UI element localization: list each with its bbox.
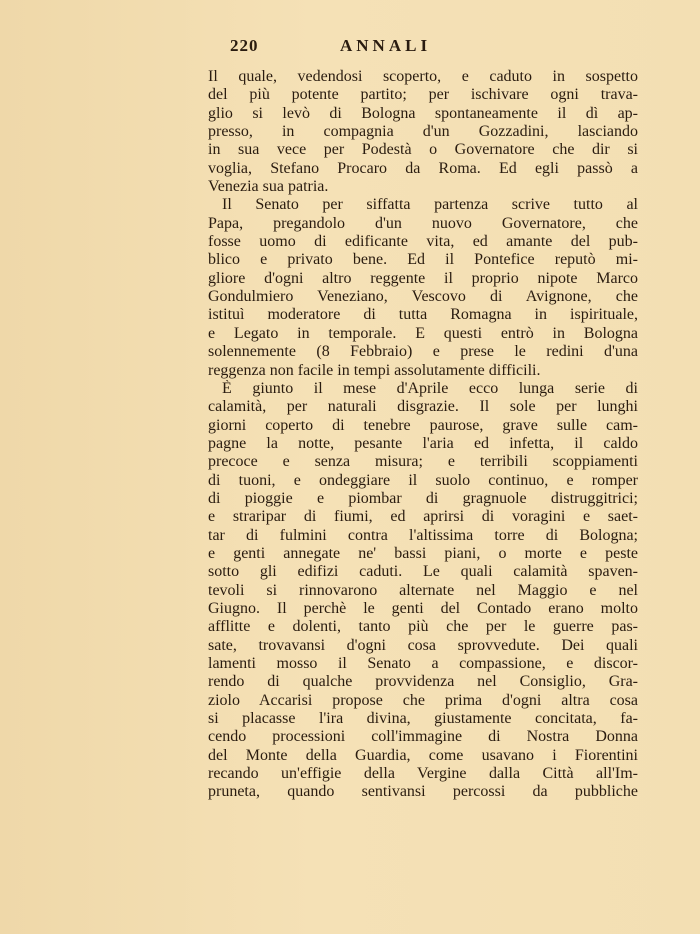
text-line: calamità, per naturali disgrazie. Il sole per lunghi — [208, 398, 638, 416]
text-line: e genti annegate ne' bassi piani, o morte e peste — [208, 544, 638, 562]
text-line: giorni coperto di tenebre paurose, grave sulle cam- — [208, 416, 638, 434]
text-line: tar di fulmini contra l'altissima torre di Bologna; — [208, 526, 638, 544]
text-line: pruneta, quando sentivansi percossi da pubbliche — [208, 783, 638, 801]
text-line: sotto gli edifizi caduti. Le quali calamità spaven- — [208, 563, 638, 581]
text-line: del più potente partito; per ischivare ogni trava- — [208, 86, 638, 104]
text-line: presso, in compagnia d'un Gozzadini, lasciando — [208, 123, 638, 141]
text-line: recando un'effigie della Vergine dalla Città all'Im- — [208, 765, 638, 783]
text-line: reggenza non facile in tempi assolutamente difficili. — [208, 361, 541, 379]
text-line: di tuoni, e ondeggiare il suolo continuo, e romper — [208, 471, 638, 489]
text-line: gliore d'ogni altro reggente il proprio nipote Marco — [208, 269, 638, 287]
text-line: solennemente (8 Febbraio) e prese le redini d'una — [208, 343, 638, 361]
text-line: cendo processioni coll'immagine di Nostra Donna — [208, 728, 638, 746]
text-line: lamenti mosso il Senato a compassione, e discor- — [208, 655, 638, 672]
text-line: di pioggie e piombar di gragnuole distruggitrici; — [208, 489, 638, 507]
text-line: afflitte e dolenti, tanto più che per le guerre pas- — [208, 618, 638, 636]
page-header — [208, 36, 648, 58]
text-line: tevoli si rinnovarono alternate nel Maggio e nel — [208, 581, 638, 599]
text-line: Giugno. Il perchè le genti del Contado erano molto — [208, 599, 638, 617]
text-line: voglia, Stefano Procaro da Roma. Ed egli passò a — [208, 159, 638, 177]
page-number: 220 — [230, 36, 259, 55]
paragraph-start-line: È giunto il mese d'Aprile ecco lunga serie di — [222, 379, 638, 397]
text-line: glio si levò di Bologna spontaneamente il dì ap- — [208, 104, 638, 122]
text-line: istituì moderatore di tutta Romagna in ispirituale, — [208, 306, 638, 324]
text-line: Il quale, vedendosi scoperto, e caduto in sospetto — [208, 68, 638, 85]
text-line: ziolo Accarisi propose che prima d'ogni altra cosa — [208, 691, 638, 709]
text-line: Gondulmiero Veneziano, Vescovo di Avignone, che — [208, 288, 638, 306]
text-line: Papa, pregandolo d'un nuovo Governatore, che — [208, 214, 638, 232]
text-line: del Monte della Guardia, come usavano i Fiorentini — [208, 746, 638, 764]
body-text — [208, 68, 638, 802]
text-line: sate, trovavansi d'ogni cosa sprovvedute. Dei quali — [208, 636, 638, 654]
text-line: in sua vece per Podestà o Governatore che dir si — [208, 141, 638, 159]
text-line: e straripar di fiumi, ed aprirsi di voragini e saet- — [208, 508, 638, 526]
text-line: si placasse l'ira divina, giustamente concitata, fa- — [208, 710, 638, 728]
text-line: pagne la notte, pesante l'aria ed infetta, il caldo — [208, 434, 638, 452]
text-line: fosse uomo di edificante vita, ed amante del pub- — [208, 233, 638, 251]
text-line: e Legato in temporale. E questi entrò in Bologna — [208, 324, 638, 342]
text-line: precoce e senza misura; e terribili scoppiamenti — [208, 453, 638, 471]
text-line: rendo di qualche provvidenza nel Consiglio, Gra- — [208, 673, 638, 691]
text-line: blico e privato bene. Ed il Pontefice reputò mi- — [208, 251, 638, 269]
text-line: Venezia sua patria. — [208, 178, 329, 196]
paragraph-start-line: Il Senato per siffatta partenza scrive tutto al — [222, 196, 638, 214]
running-head: ANNALI — [340, 36, 432, 55]
